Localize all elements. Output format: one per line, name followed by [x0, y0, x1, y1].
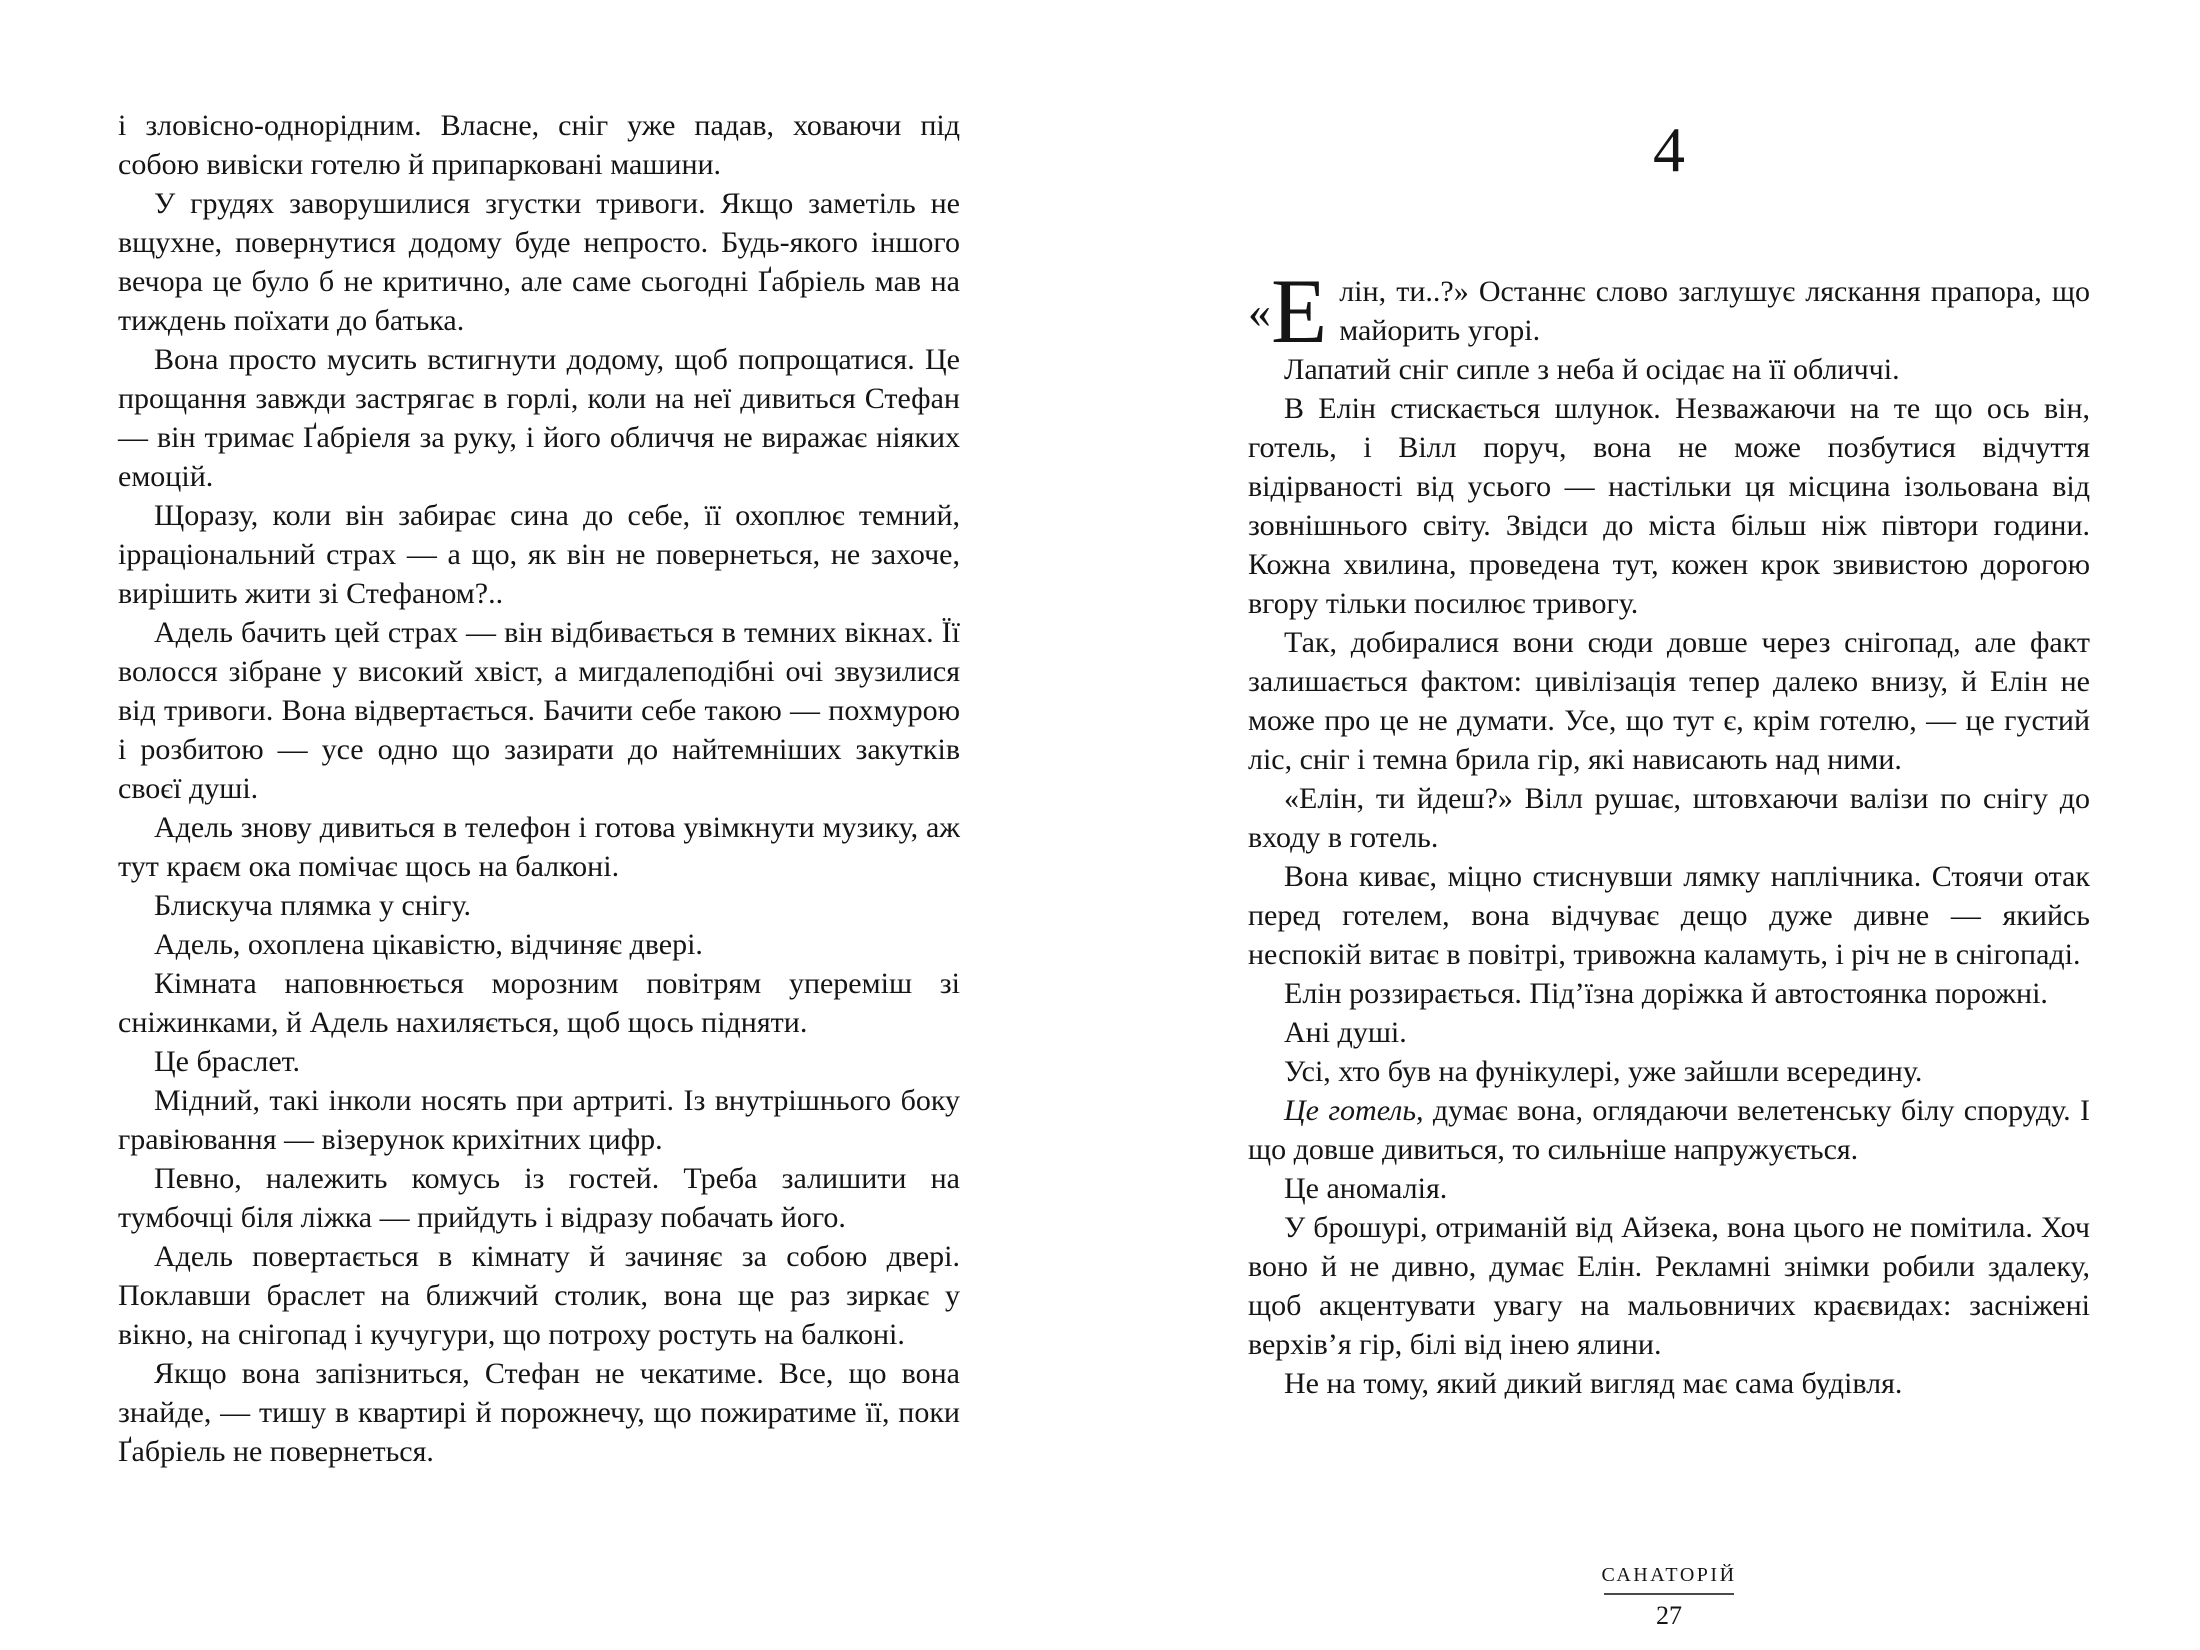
open-guillemet: « — [1248, 286, 1271, 337]
left-page-text-column — [118, 106, 960, 1471]
paragraph: Так, добиралися вони сюди довше через снігопад, але факт залишається фактом: цивілізація тепер далеко внизу, й Елін не може про це не думати. Усе, що тут є, крім готелю, — це густий ліс, сніг і темна брила гір, які нависають над ними. — [1248, 626, 2090, 776]
paragraph: Адель повертається в кімнату й зачиняє за собою двері. Поклавши браслет на ближчий столик, вона ще раз зиркає у вікно, на снігопад і кучугури, що потроху ростуть на балконі. — [118, 1240, 960, 1351]
chapter-number: 4 — [1653, 114, 1685, 185]
paragraph: Усі, хто був на фунікулері, уже зайшли всередину. — [1284, 1055, 1923, 1088]
paragraph: Лапатий сніг сипле з неба й осідає на її обличчі. — [1284, 353, 1900, 386]
paragraph: У грудях заворушилися згустки тривоги. Якщо заметіль не вщухне, повернутися додому буде непросто. Будь-якого іншого вечора це було б не критично, але саме сьогодні Ґабріель мав на тиждень поїхати до батька. — [118, 187, 960, 337]
page-footer — [1248, 1564, 2090, 1630]
paragraph: «Елін, ти йдеш?» Вілл рушає, штовхаючи валізи по снігу до входу в готель. — [1248, 782, 2090, 854]
page-number: 27 — [1656, 1601, 1682, 1630]
paragraph: Це браслет. — [154, 1045, 301, 1078]
right-page-text-column — [1248, 0, 2090, 1403]
footer-divider — [1604, 1593, 1734, 1595]
paragraph: і зловісно-однорідним. Власне, сніг уже падав, ховаючи під собою вивіски готелю й припарковані машини. — [118, 109, 960, 181]
paragraph: Вона киває, міцно стиснувши лямку наплічника. Стоячи отак перед готелем, вона відчуває дещо дуже дивне — якийсь неспокій витає в повітрі, тривожна каламуть, і річ не в снігопаді. — [1248, 860, 2090, 971]
paragraph: Це аномалія. — [1284, 1172, 1448, 1205]
paragraph: Якщо вона запізниться, Стефан не чекатиме. Все, що вона знайде, — тишу в квартирі й порожнечу, що пожиратиме її, поки Ґабріель не повернеться. — [118, 1357, 960, 1468]
paragraph: Вона просто мусить встигнути додому, щоб попрощатися. Це прощання завжди застрягає в горлі, коли на неї дивиться Стефан — він тримає Ґабріеля за руку, і його обличчя не виражає ніяких емоцій. — [118, 343, 960, 493]
paragraph: Кімната наповнюється морозним повітрям упереміш зі сніжинками, й Адель нахиляється, щоб щось підняти. — [118, 967, 960, 1039]
running-title: САНАТОРІЙ — [1601, 1564, 1737, 1586]
paragraph: У брошурі, отриманій від Айзека, вона цього не помітила. Хоч воно й не дивно, думає Елін. Рекламні знімки робили здалеку, щоб акцентувати увагу на мальовничих краєвидах: засніжені верхів’я гір, білі від інею ялини. — [1248, 1211, 2090, 1361]
paragraph-with-italic-lead — [1248, 1091, 2090, 1169]
paragraph: Певно, належить комусь із гостей. Треба залишити на тумбочці біля ліжка — прийдуть і відразу побачать його. — [118, 1162, 960, 1234]
paragraph: Адель, охоплена цікавістю, відчиняє двері. — [154, 928, 703, 961]
paragraph: Адель знову дивиться в телефон і готова увімкнути музику, аж тут краєм ока помічає щось на балконі. — [118, 811, 960, 883]
paragraph: Блискуча плямка у снігу. — [154, 889, 471, 922]
paragraph: В Елін стискається шлунок. Незважаючи на те що ось він, готель, і Вілл поруч, вона не може позбутися відчуття відірваності від усього — настільки ця місцина ізольована від зовнішнього світу. Звідси до міста більш ніж півтори години. Кожна хвилина, проведена тут, кожен крок звивистою дорогою вгору тільки посилює тривогу. — [1248, 392, 2090, 620]
drop-cap — [1248, 260, 1328, 363]
paragraph: Адель бачить цей страх — він відбивається в темних вікнах. Її волосся зібране у високий хвіст, а мигдалеподібні очі звузилися від тривоги. Вона відвертається. Бачити себе такою — похмурою і розбитою — усе одно що зазирати до найтемніших закутків своєї душі. — [118, 616, 960, 805]
paragraph-text: лін, ти..?» Останнє слово заглушує ляскання прапора, що майорить угорі. — [1339, 275, 2090, 347]
paragraph: Мідний, такі інколи носять при артриті. Із внутрішнього боку гравіювання — візерунок крихітних цифр. — [118, 1084, 960, 1156]
italic-phrase: Це готель, — [1284, 1094, 1424, 1127]
paragraph: Не на тому, який дикий вигляд має сама будівля. — [1284, 1367, 1903, 1400]
paragraph: Щоразу, коли він забирає сина до себе, її охоплює темний, ірраціональний страх — а що, як він не повернеться, не захоче, вирішить жити зі Стефаном?.. — [118, 499, 960, 610]
paragraph: Ані душі. — [1284, 1016, 1407, 1049]
drop-cap-letter: Е — [1271, 260, 1328, 363]
paragraph-text: думає вона, оглядаючи велетенську білу споруду. І що довше дивиться, то сильніше напружується. — [1248, 1094, 2090, 1166]
paragraph-with-drop-cap — [1248, 260, 2090, 363]
paragraph: Елін роззирається. Під’їзна доріжка й автостоянка порожні. — [1284, 977, 2048, 1010]
